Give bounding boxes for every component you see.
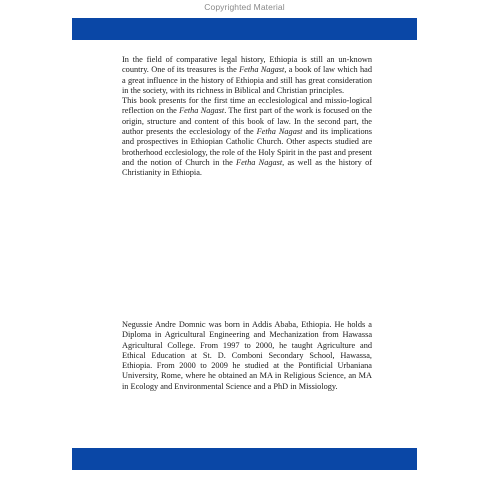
- description-p1-text-c: , a book of law which had a great influence in the history of Ethiopia and still has great consideration in the society, with its richness in Biblical and Christian principles.: [122, 65, 372, 95]
- description-p2-title-2: Fetha Nagast: [256, 127, 303, 137]
- description-p1-title: Fetha Nagast: [239, 65, 285, 75]
- description-p2-text-c: . The first part of the work is focused on the origin, structure and content of this book of law. In the second part, the author presents the ecclesiology of the: [122, 106, 372, 137]
- top-blue-band: [72, 18, 417, 40]
- description-p1-text-a: In the field of comparative legal history, Ethiopia is still an un-known country. One of its treasures is the: [122, 55, 372, 75]
- author-bio: [122, 320, 372, 392]
- bottom-blue-band: [72, 448, 417, 470]
- copyright-watermark: Copyrighted Material: [204, 2, 285, 12]
- description-p2-title-3: Fetha Nagast: [236, 157, 283, 167]
- book-description: [122, 55, 372, 179]
- description-paragraph-1: [122, 55, 372, 96]
- description-p2-text-a: This book presents for the first time an ecclesiological and missio-logical reflection on the: [122, 96, 372, 116]
- description-p2-text-e: and its implications and prospectives in Ethiopian Catholic Church. Other aspects studied are brotherhood ecclesiology, the role of the Holy Spirit in the past and present and the notion of Church in the: [122, 127, 373, 167]
- description-p2-text-g: , as well as the history of Christianity in Ethiopia.: [122, 157, 372, 178]
- description-paragraph-2: [122, 96, 372, 178]
- author-bio-text: Negussie Andre Domnic was born in Addis Ababa, Ethiopia. He holds a Diploma in Agricultural Engineering and Mechanization from Hawassa Agricultural College. From 1997 to 2000, he taught Agriculture and Ethical Education at St. D. Comboni Secondary School, Hawassa, Ethiopia. From 2000 to 2009 he studied at the Pontificial Urbaniana University, Rome, where he obtained an MA in Religious Science, an MA in Ecology and Environmental Science and a PhD in Missiology.: [122, 320, 372, 391]
- description-p2-title-1: Fetha Nagast: [179, 106, 225, 116]
